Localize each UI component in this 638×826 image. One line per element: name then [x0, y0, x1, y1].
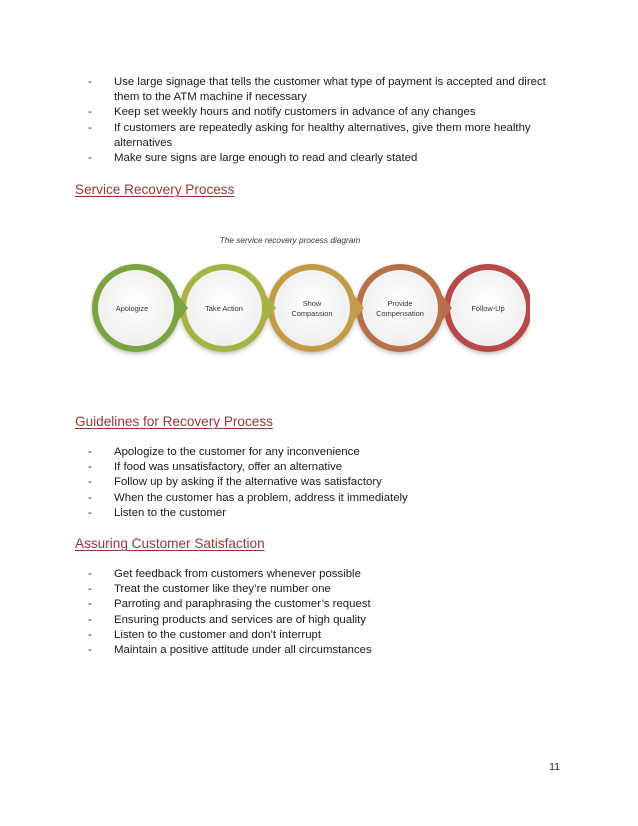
list-item-text: Follow up by asking if the alternative was satisfactory [114, 476, 382, 489]
list-item-text: Keep set weekly hours and notify customers in advance of any changes [114, 106, 476, 119]
diagram-step [356, 264, 452, 352]
list-item-text: When the customer has a problem, address it immediately [114, 491, 408, 504]
satisfaction-list [88, 567, 558, 658]
list-item: - Maintain a positive attitude under all circumstances [88, 644, 372, 657]
list-item-text: Listen to the customer and don’t interrupt [114, 628, 322, 641]
step-label: Compassion [291, 309, 333, 318]
section-heading-assuring-satisfaction: Assuring Customer Satisfaction [75, 536, 265, 551]
step-label: Apologize [115, 304, 149, 313]
list-item-text: Make sure signs are large enough to read and clearly stated [114, 152, 418, 165]
section-heading-guidelines: Guidelines for Recovery Process [75, 414, 273, 429]
list-item: - Get feedback from customers whenever possible [88, 568, 361, 580]
step-label: Follow-Up [471, 304, 505, 313]
service-recovery-diagram [90, 260, 530, 360]
step-label: Show [302, 299, 322, 308]
diagram-step [444, 264, 530, 352]
list-item-text: Ensuring products and services are of high quality [114, 613, 367, 626]
list-item-text: Get feedback from customers whenever possible [114, 568, 361, 580]
list-item: - Use large signage that tells the customer what type of payment is accepted and direct them to the ATM machine if necessary [88, 76, 546, 104]
list-item-text: Maintain a positive attitude under all circumstances [114, 644, 372, 657]
list-item: - If customers are repeatedly asking for healthy alternatives, give them more healthy alternatives [88, 121, 531, 149]
step-label: Take Action [205, 304, 243, 313]
top-bullet-list [88, 75, 558, 166]
list-item-text: If customers are repeatedly asking for healthy alternatives, give them more healthy alternatives [114, 121, 531, 149]
diagram-step [268, 264, 364, 352]
list-item: - If food was unsatisfactory, offer an alternative [88, 461, 343, 474]
step-label: Provide [387, 299, 413, 308]
list-item: - Make sure signs are large enough to read and clearly stated [88, 152, 418, 165]
list-item: - Ensuring products and services are of high quality [88, 613, 367, 626]
list-item: - Listen to the customer [88, 506, 227, 519]
list-item-text: Parroting and paraphrasing the customer’s request [114, 598, 371, 611]
section-heading-service-recovery: Service Recovery Process [75, 182, 235, 197]
diagram-step [180, 264, 276, 352]
step-inner [274, 270, 350, 346]
diagram-caption: The service recovery process diagram [219, 235, 361, 245]
list-item-text: If food was unsatisfactory, offer an alternative [114, 461, 343, 474]
list-item-text: Apologize to the customer for any inconvenience [114, 446, 360, 458]
list-item-text: Listen to the customer [114, 506, 227, 519]
list-item: - Apologize to the customer for any inconvenience [88, 446, 360, 458]
diagram-step [92, 264, 188, 352]
list-item: - Treat the customer like they’re number one [88, 583, 331, 596]
list-item-text: Use large signage that tells the customer what type of payment is accepted and direct them to the ATM machine if necessary [114, 76, 546, 104]
list-item: - Keep set weekly hours and notify customers in advance of any changes [88, 106, 476, 119]
page-number: 11 [549, 761, 560, 773]
list-item: - Parroting and paraphrasing the customer’s request [88, 598, 371, 611]
list-item: - Follow up by asking if the alternative was satisfactory [88, 476, 382, 489]
guidelines-list [88, 445, 558, 521]
step-label: Compensation [376, 309, 424, 318]
list-item-text: Treat the customer like they’re number one [114, 583, 331, 596]
step-inner [362, 270, 438, 346]
list-item: - When the customer has a problem, address it immediately [88, 491, 408, 504]
list-item: - Listen to the customer and don’t interrupt [88, 628, 322, 641]
